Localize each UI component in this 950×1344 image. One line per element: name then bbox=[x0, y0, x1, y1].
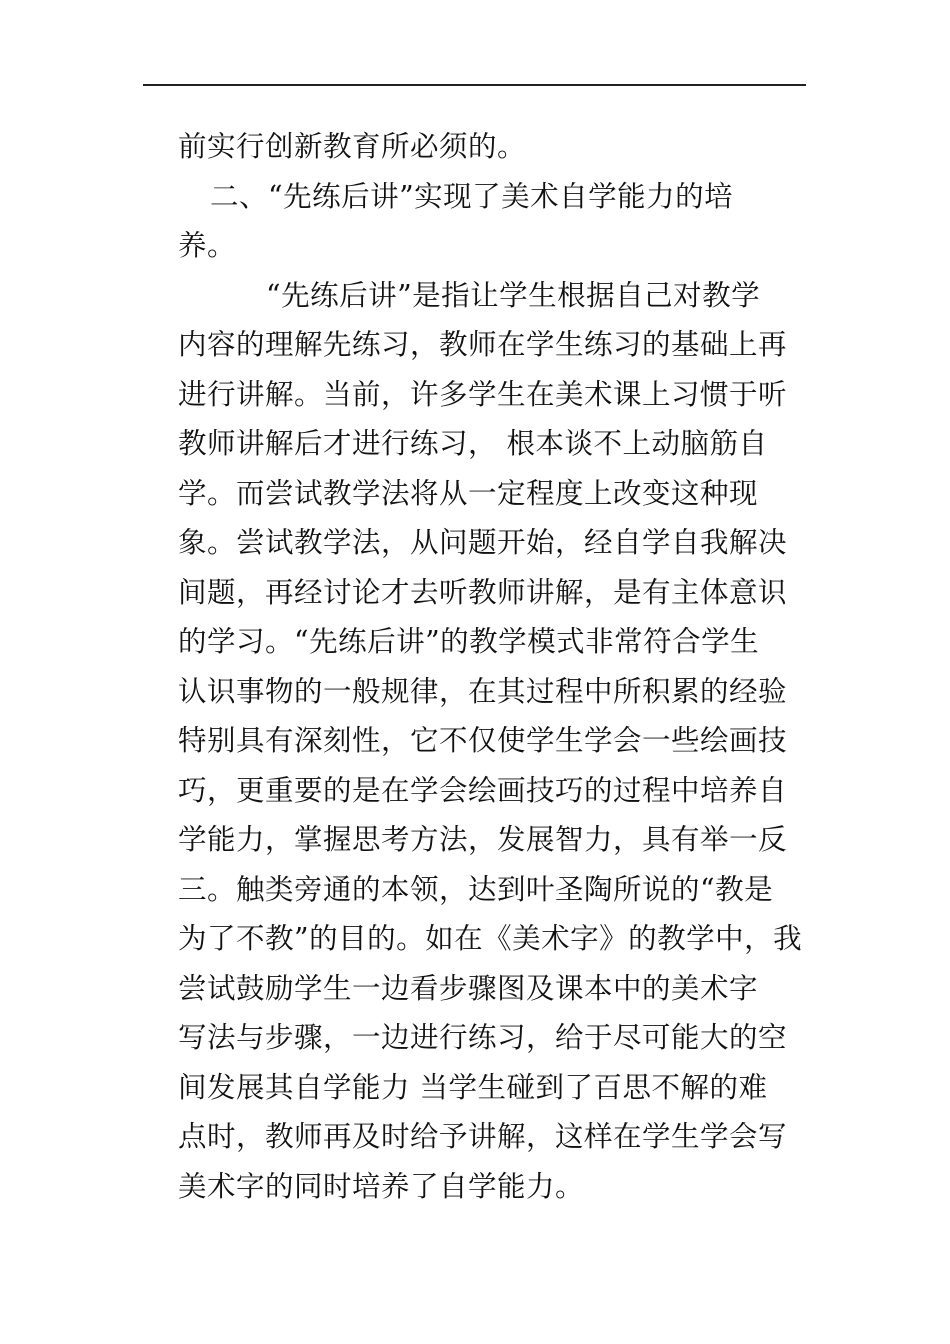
text-line: 特别具有深刻性，它不仅使学生学会一些绘画技 bbox=[178, 724, 788, 757]
text-line: 的学习。“先练后讲”的教学模式非常符合学生 bbox=[178, 625, 760, 658]
body-text bbox=[178, 122, 803, 1211]
text-line: 为了不教”的目的。如在《美术字》的教学中，我 bbox=[178, 922, 803, 955]
text-line: 养。 bbox=[178, 229, 237, 262]
text-line: 三。触类旁通的本领，达到叶圣陶所说的“教是 bbox=[178, 872, 774, 906]
text-line: 学能力，掌握思考方法，发展智力，具有举一反 bbox=[178, 823, 788, 856]
text-line: 教师讲解后才进行练习， 根本谈不上动脑筋自 bbox=[178, 427, 768, 460]
text-line: 间题，再经讨论才去听教师讲解，是有主体意识 bbox=[178, 575, 788, 609]
text-line: 美术字的同时培养了自学能力。 bbox=[178, 1169, 585, 1203]
text-line: 尝试鼓励学生一边看步骤图及课本中的美术字 bbox=[178, 971, 759, 1005]
text-line: 点时，教师再及时给予讲解，这样在学生学会写 bbox=[178, 1120, 788, 1153]
text-line: 写法与步骤，一边进行练习，给于尽可能大的空 bbox=[178, 1021, 788, 1054]
text-line: 进行讲解。当前，许多学生在美术课上习惯于听 bbox=[178, 377, 788, 411]
text-line: 认识事物的一般规律，在其过程中所积累的经验 bbox=[178, 674, 788, 708]
text-line: 前实行创新教育所必须的。 bbox=[178, 130, 527, 163]
section-heading: 二、“先练后讲”实现了美术自学能力的培 bbox=[210, 179, 734, 213]
header-rule bbox=[143, 84, 806, 86]
text-line: 学。而尝试教学法将从一定程度上改变这种现 bbox=[178, 476, 759, 510]
text-line: 巧，更重要的是在学会绘画技巧的过程中培养自 bbox=[178, 773, 788, 807]
text-line: 间发展其自学能力 当学生碰到了百思不解的难 bbox=[178, 1070, 768, 1104]
text-line: 象。尝试教学法，从问题开始，经自学自我解决 bbox=[178, 526, 788, 559]
text-line: 内容的理解先练习，教师在学生练习的基础上再 bbox=[178, 328, 788, 361]
paragraph-start-line: “先练后讲”是指让学生根据自己对教学 bbox=[266, 278, 761, 312]
